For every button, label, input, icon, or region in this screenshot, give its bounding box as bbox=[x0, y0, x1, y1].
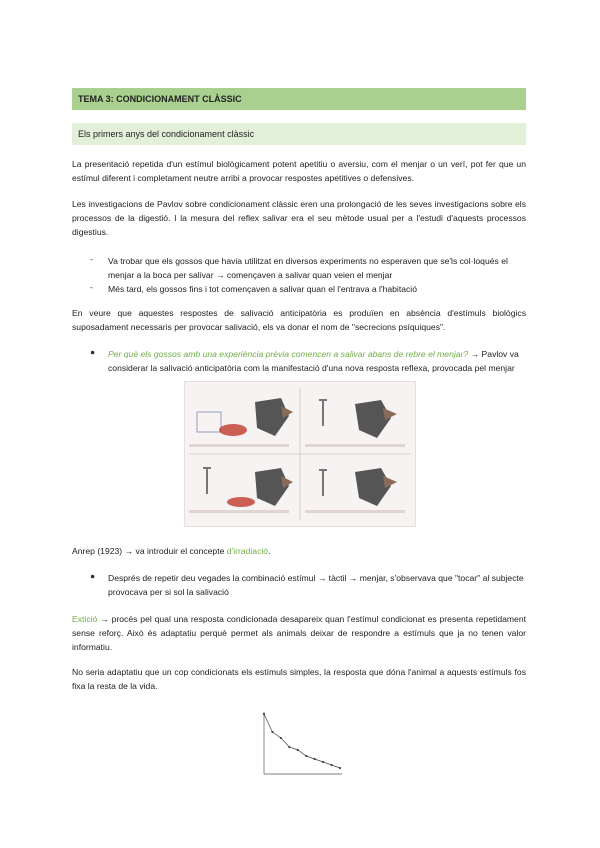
section-title: Els primers anys del condicionament clàssic bbox=[78, 129, 255, 139]
anrep-prefix: Anrep (1923) → va introduir el concepte bbox=[72, 546, 227, 556]
extinction-text: → procés pel qual una resposta condicionada desapareix quan l'estímul condicionat es presenta repetidament sense reforç. Això és adaptatiu perquè permet als animals deixar de respondre a estímuls que ja no tenen valor informatiu. bbox=[72, 614, 526, 652]
data-point bbox=[288, 746, 290, 748]
dash-marker: - bbox=[90, 254, 93, 264]
paragraph-anrep bbox=[72, 544, 526, 558]
data-point bbox=[297, 749, 299, 751]
data-point bbox=[280, 737, 282, 739]
answer-text: → Pavlov va considerar la salivació anticipatòria com la manifestació d'una nova resposta reflexa, provocada pel menjar bbox=[108, 349, 519, 373]
extinction-term: Extició bbox=[72, 614, 98, 624]
paragraph-intro: La presentació repetida d'un estímul biològicament potent apetitiu o aversiu, com el menjar o un verí, pot fer que un estímul diferent i completament neutre arribi a provocar respostes apetitives o defensives. bbox=[72, 159, 526, 183]
data-point bbox=[305, 755, 307, 757]
paragraph-extinction bbox=[72, 612, 526, 654]
data-point bbox=[271, 731, 273, 733]
pavlov-diagram-figure bbox=[184, 381, 416, 527]
panel-bottom-left bbox=[203, 468, 293, 507]
paragraph-adaptive: No seria adaptatiu que un cop condicionats els estímuls simples, la resposta que dóna l'animal a aquests estímuls fos fixa la resta de la vida. bbox=[72, 667, 526, 691]
panel-bottom-right bbox=[319, 468, 397, 506]
paragraph-pavlov: Les investigacions de Pavlov sobre condicionament clàssic eren una prolongació de les seves investigacions sobre els processos de la digestió. I la mesura del reflex salivar era el seu mètode usual per a l'estudi d'aquests processos digestius. bbox=[72, 199, 526, 237]
data-point bbox=[263, 713, 265, 715]
panel-top-left bbox=[197, 398, 293, 436]
section-header bbox=[72, 123, 526, 145]
bullet-marker: ● bbox=[90, 571, 96, 581]
extinction-points bbox=[263, 713, 341, 769]
dash-item: Va trobar que els gossos que havia utilitzat en diversos experiments no esperaven que se'ls col·loqués el menjar a la boca per salivar → començaven a salivar quan veien el menjar bbox=[108, 256, 508, 280]
data-point bbox=[314, 758, 316, 760]
extinction-series-line bbox=[264, 714, 340, 768]
anrep-suffix: . bbox=[268, 546, 271, 556]
data-point bbox=[322, 761, 324, 763]
panel-top-right bbox=[319, 400, 397, 438]
question-text: Per què els gossos amb una experiència prèvia comencen a salivar abans de rebre el menjar? bbox=[108, 349, 469, 359]
topic-title: TEMA 3: CONDICIONAMENT CLÀSSIC bbox=[78, 94, 242, 104]
paragraph-psychic-secretions: En veure que aquestes respostes de salivació anticipatòria es produïen en absència d'estímuls biològics suposadament necessaris per provocar salivació, els va donar el nom de "secrecions psíquiques". bbox=[72, 308, 526, 332]
anrep-term: d'irradiació bbox=[226, 546, 269, 556]
bullet-marker: ● bbox=[90, 347, 96, 357]
dash-item: Més tard, els gossos fins i tot començaven a salivar quan el l'entrava a l'habitació bbox=[108, 284, 417, 294]
pavlov-diagram-illustration bbox=[185, 382, 415, 526]
bullet-item-irradiation: Després de repetir deu vegades la combinació estímul → tàctil → menjar, s'observava que "tocar" al subjecte provocava per si sol la salivació bbox=[108, 573, 524, 597]
bullet-item-question bbox=[108, 347, 526, 375]
extinction-chart-svg bbox=[250, 704, 348, 784]
data-point bbox=[330, 764, 332, 766]
data-point bbox=[339, 767, 341, 769]
topic-header bbox=[72, 88, 526, 110]
extinction-chart bbox=[250, 704, 348, 784]
dash-marker: - bbox=[90, 282, 93, 292]
